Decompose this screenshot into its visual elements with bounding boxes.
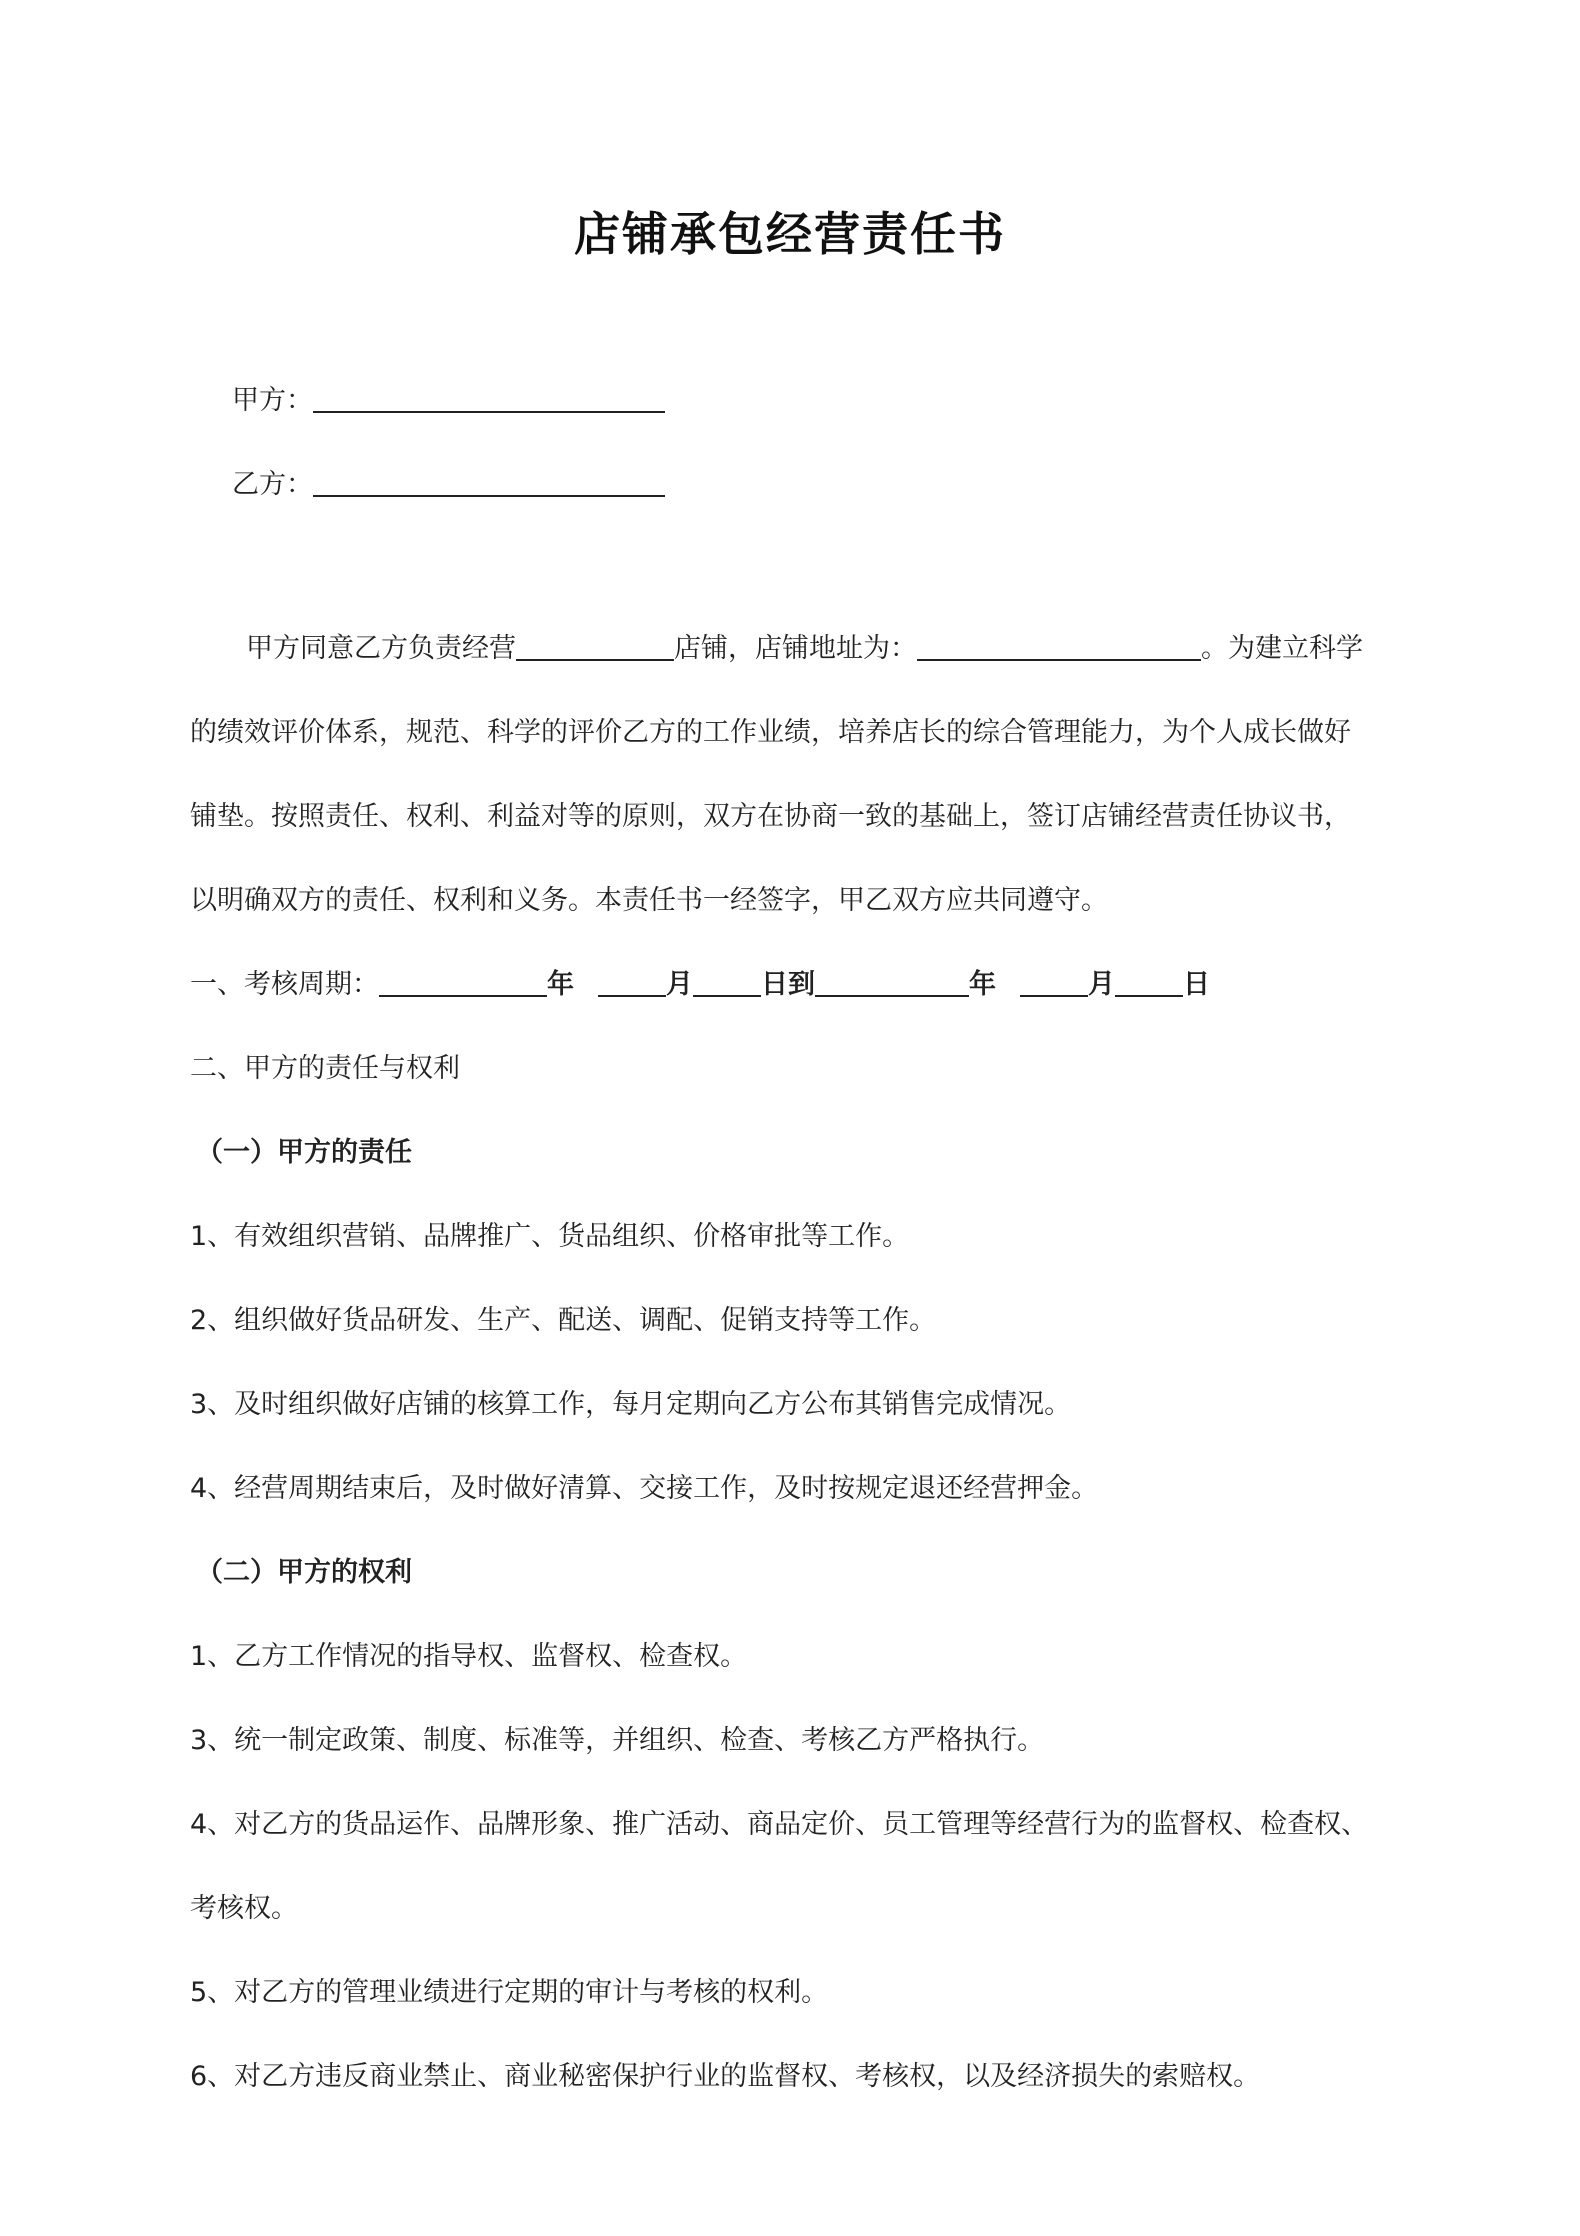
right-item-5: 5、对乙方的管理业绩进行定期的审计与考核的权利。 <box>190 1977 829 2008</box>
right-item-4-continued: 考核权。 <box>190 1893 298 1924</box>
start-day-blank <box>693 965 761 997</box>
party-a-label: 甲方： <box>232 385 313 416</box>
end-day-unit: 日 <box>1183 969 1210 1000</box>
store-name-blank <box>516 629 674 661</box>
period-label: 一、考核周期： <box>190 969 379 1000</box>
intro-text-1c: 。为建立科学 <box>1201 633 1363 664</box>
right-item-6: 6、对乙方违反商业禁止、商业秘密保护行业的监督权、考核权，以及经济损失的索赔权。 <box>190 2061 1261 2092</box>
section-2-heading: 二、甲方的责任与权利 <box>190 1053 460 1084</box>
end-year-blank <box>815 965 969 997</box>
end-month-blank <box>1020 965 1088 997</box>
start-day-to: 日到 <box>761 969 815 1000</box>
party-b-blank <box>313 465 665 497</box>
start-year-unit: 年 <box>547 969 574 1000</box>
intro-text-1a: 甲方同意乙方负责经营 <box>246 633 516 664</box>
start-year-blank <box>379 965 547 997</box>
intro-line-3: 铺垫。按照责任、权利、利益对等的原则，双方在协商一致的基础上，签订店铺经营责任协议书， <box>190 801 1351 832</box>
document-title: 店铺承包经营责任书 <box>574 207 1006 261</box>
end-day-blank <box>1115 965 1183 997</box>
end-year-unit: 年 <box>969 969 996 1000</box>
party-a-line <box>232 381 665 421</box>
right-item-4: 4、对乙方的货品运作、品牌形象、推广活动、商品定价、员工管理等经营行为的监督权、检查权、 <box>190 1809 1369 1840</box>
right-item-1: 1、乙方工作情况的指导权、监督权、检查权。 <box>190 1641 748 1672</box>
subsection-rights-heading: （二）甲方的权利 <box>196 1557 412 1588</box>
party-b-label: 乙方： <box>232 469 313 500</box>
intro-line-1 <box>246 629 1363 669</box>
duty-item-2: 2、组织做好货品研发、生产、配送、调配、促销支持等工作。 <box>190 1305 937 1336</box>
duty-item-1: 1、有效组织营销、品牌推广、货品组织、价格审批等工作。 <box>190 1221 910 1252</box>
start-month-unit: 月 <box>666 969 693 1000</box>
right-item-3: 3、统一制定政策、制度、标准等，并组织、检查、考核乙方严格执行。 <box>190 1725 1045 1756</box>
start-month-blank <box>598 965 666 997</box>
party-b-line <box>232 465 665 505</box>
subsection-duties-heading: （一）甲方的责任 <box>196 1137 412 1168</box>
intro-text-1b: 店铺，店铺地址为： <box>674 633 917 664</box>
party-a-blank <box>313 381 665 413</box>
end-month-unit: 月 <box>1088 969 1115 1000</box>
intro-line-4: 以明确双方的责任、权利和义务。本责任书一经签字，甲乙双方应共同遵守。 <box>190 885 1108 916</box>
intro-line-2: 的绩效评价体系，规范、科学的评价乙方的工作业绩，培养店长的综合管理能力，为个人成长做好 <box>190 717 1351 748</box>
store-address-blank <box>917 629 1201 661</box>
assessment-period-line <box>190 965 1210 1005</box>
duty-item-3: 3、及时组织做好店铺的核算工作，每月定期向乙方公布其销售完成情况。 <box>190 1389 1072 1420</box>
duty-item-4: 4、经营周期结束后，及时做好清算、交接工作，及时按规定退还经营押金。 <box>190 1473 1099 1504</box>
